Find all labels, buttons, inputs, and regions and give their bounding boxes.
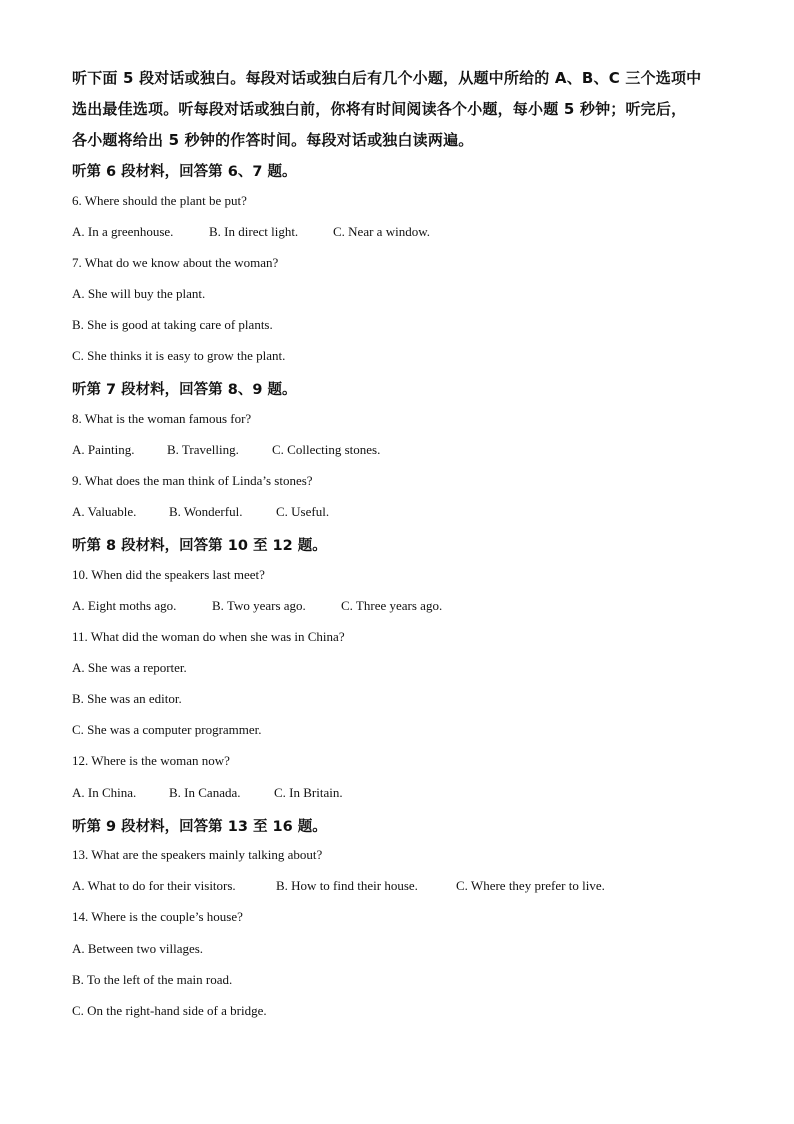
option-c: C. In Britain.: [274, 785, 343, 800]
option-a: A. She was a reporter.: [72, 660, 187, 675]
question-text: 12. Where is the woman now?: [72, 753, 230, 768]
question-text: 11. What did the woman do when she was in China?: [72, 629, 345, 644]
option-a: A. Between two villages.: [72, 941, 204, 956]
option-c: C. Near a window.: [333, 224, 430, 239]
option-c: C. Three years ago.: [341, 598, 443, 613]
option-b: B. Travelling.: [167, 442, 239, 457]
instruction-line: 听下面 5 段对话或独白。每段对话或独白后有几个小题，从题中所给的 A、B、C 三个选项中: [72, 69, 702, 87]
option-b: B. In Canada.: [169, 785, 241, 800]
option-b: B. To the left of the main road.: [72, 972, 233, 987]
option-b: B. She is good at taking care of plants.: [72, 317, 273, 332]
question-text: 7. What do we know about the woman?: [72, 255, 279, 270]
option-b: B. Wonderful.: [169, 504, 243, 519]
section-heading: 听第 8 段材料，回答第 10 至 12 题。: [72, 538, 327, 554]
option-c: C. Collecting stones.: [272, 442, 381, 457]
option-c: C. On the right-hand side of a bridge.: [72, 1003, 267, 1018]
option-a: A. Valuable.: [72, 504, 137, 519]
option-c: C. She thinks it is easy to grow the plant.: [72, 348, 286, 363]
section-heading: 听第 9 段材料，回答第 13 至 16 题。: [72, 819, 327, 835]
option-a: A. Painting.: [72, 442, 135, 457]
option-b: B. In direct light.: [209, 224, 299, 239]
option-c: C. She was a computer programmer.: [72, 722, 262, 737]
option-a: A. In a greenhouse.: [72, 224, 174, 239]
option-b: B. She was an editor.: [72, 691, 182, 706]
question-text: 10. When did the speakers last meet?: [72, 567, 265, 582]
question-text: 9. What does the man think of Linda’s stones?: [72, 473, 313, 488]
instruction-line: 选出最佳选项。听每段对话或独白前，你将有时间阅读各个小题，每小题 5 秒钟；听完后，: [72, 100, 687, 118]
option-a: A. She will buy the plant.: [72, 286, 206, 301]
question-text: 14. Where is the couple’s house?: [72, 909, 243, 924]
section-heading: 听第 7 段材料，回答第 8、9 题。: [72, 382, 297, 398]
option-a: A. What to do for their visitors.: [72, 878, 236, 893]
option-c: C. Useful.: [276, 504, 330, 519]
listening-instructions: [72, 63, 732, 156]
section-heading: 听第 6 段材料，回答第 6、7 题。: [72, 164, 297, 180]
option-a: A. Eight moths ago.: [72, 598, 177, 613]
question-text: 13. What are the speakers mainly talking about?: [72, 847, 323, 862]
instruction-line: 各小题将给出 5 秒钟的作答时间。每段对话或独白读两遍。: [72, 131, 474, 149]
question-text: 6. Where should the plant be put?: [72, 193, 247, 208]
option-c: C. Where they prefer to live.: [456, 878, 605, 893]
option-b: B. How to find their house.: [276, 878, 418, 893]
question-text: 8. What is the woman famous for?: [72, 411, 252, 426]
option-a: A. In China.: [72, 785, 137, 800]
option-b: B. Two years ago.: [212, 598, 306, 613]
